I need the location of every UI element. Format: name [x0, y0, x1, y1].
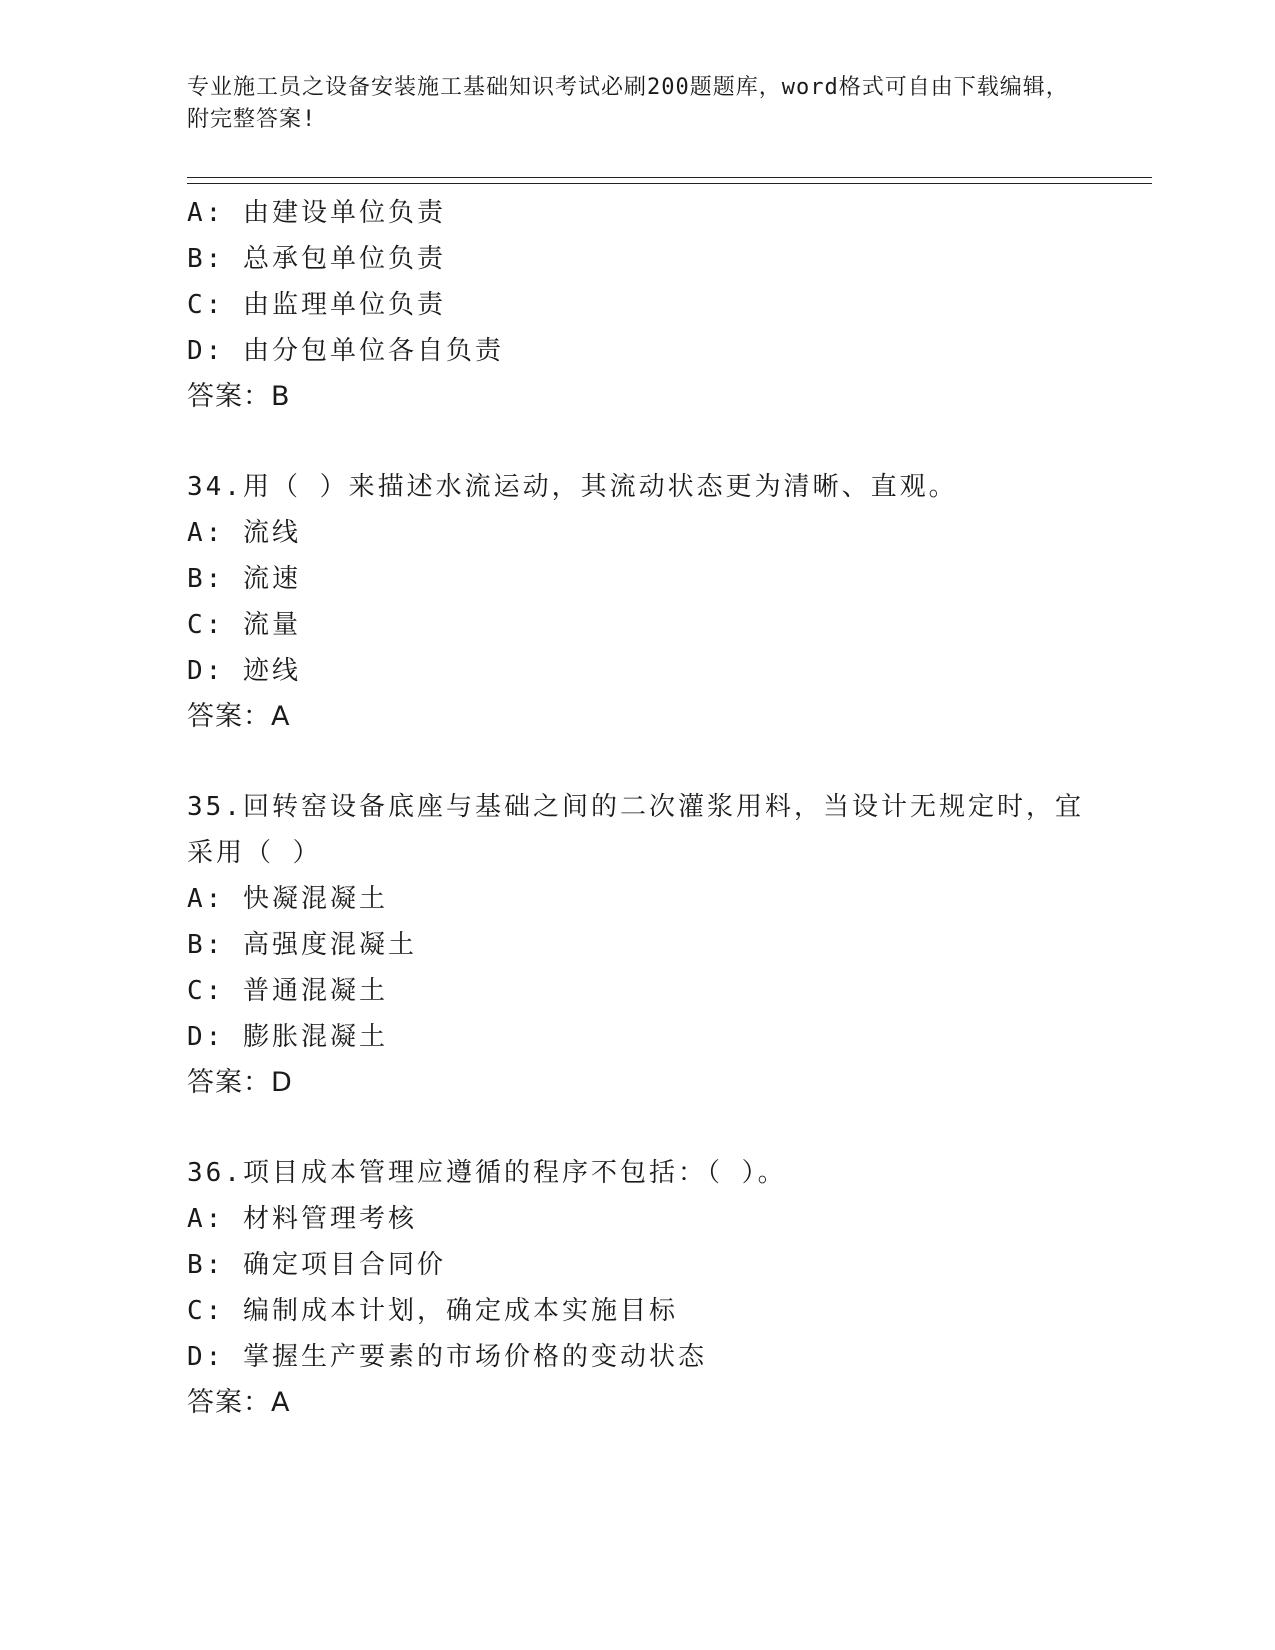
header-divider-bottom — [187, 183, 1152, 184]
question-block-33 — [187, 190, 1087, 420]
option-d: D: 由分包单位各自负责 — [187, 336, 504, 366]
option-b: B: 确定项目合同价 — [187, 1250, 446, 1280]
question-text: 34.用（ ）来描述水流运动，其流动状态更为清晰、直观。 — [187, 472, 958, 502]
option-a: A: 快凝混凝土 — [187, 884, 388, 914]
spacer — [187, 740, 1087, 784]
spacer — [187, 1106, 1087, 1150]
option-d: D: 迹线 — [187, 656, 301, 686]
option-a: A: 材料管理考核 — [187, 1204, 417, 1234]
question-block-36 — [187, 1150, 1087, 1426]
option-b: B: 流速 — [187, 564, 301, 594]
option-b: B: 总承包单位负责 — [187, 244, 446, 274]
option-c: C: 编制成本计划，确定成本实施目标 — [187, 1296, 678, 1326]
question-block-35 — [187, 784, 1087, 1106]
document-header: 专业施工员之设备安装施工基础知识考试必刷200题题库，word格式可自由下载编辑，附完整答案! — [187, 75, 1069, 132]
question-text: 35.回转窑设备底座与基础之间的二次灌浆用料，当设计无规定时，宜采用（ ） — [187, 792, 1084, 868]
option-d: D: 膨胀混凝土 — [187, 1022, 388, 1052]
answer-label: 答案：A — [187, 1387, 291, 1418]
question-list — [187, 190, 1087, 1426]
header-divider-top — [187, 177, 1152, 178]
question-block-34 — [187, 464, 1087, 740]
answer-label: 答案：B — [187, 381, 291, 412]
answer-label: 答案：A — [187, 701, 291, 732]
answer-label: 答案：D — [187, 1067, 293, 1098]
option-c: C: 由监理单位负责 — [187, 290, 446, 320]
option-c: C: 普通混凝土 — [187, 976, 388, 1006]
option-c: C: 流量 — [187, 610, 301, 640]
spacer — [187, 420, 1087, 464]
option-a: A: 流线 — [187, 518, 301, 548]
option-a: A: 由建设单位负责 — [187, 198, 446, 228]
option-d: D: 掌握生产要素的市场价格的变动状态 — [187, 1342, 707, 1372]
question-text: 36.项目成本管理应遵循的程序不包括：（ ）。 — [187, 1158, 787, 1188]
option-b: B: 高强度混凝土 — [187, 930, 417, 960]
